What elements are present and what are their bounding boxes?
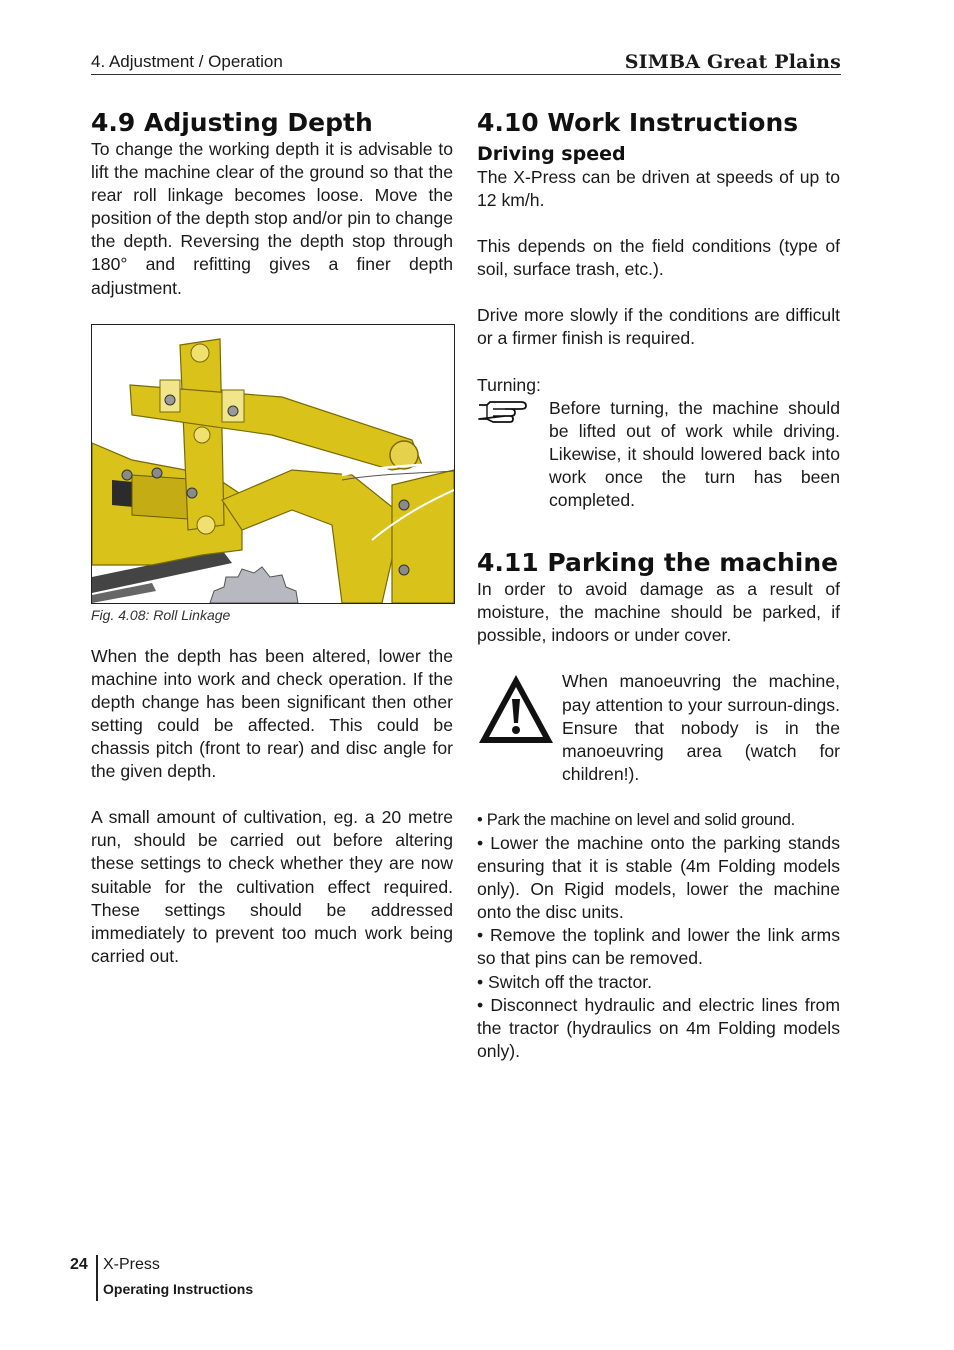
section-heading-parking: 4.11 Parking the machine: [477, 548, 839, 578]
turning-label: Turning:: [477, 374, 541, 395]
cultivation-paragraph: A small amount of cultivation, eg. a 20 metre run, should be carried out before altering these settings to check whether they are now suitable for the cultivation effect required. These settings should be addressed immediately to prevent too much work being carried out.: [91, 807, 453, 966]
list-item: • Disconnect hydraulic and electric lines from the tractor (hydraulics on 4m Folding models only).: [477, 994, 840, 1061]
warning-note-text: When manoeuvring the machine, pay attention to your surroun-dings. Ensure that nobody is in the manoeuvring area (watch for children!).: [562, 671, 840, 784]
footer-divider: [96, 1255, 98, 1301]
adjusting-depth-intro: To change the working depth it is advisable to lift the machine clear of the ground so that the rear roll linkage becomes loose. Move the position of the depth stop and/or pin to change the depth. Reversing the depth stop through 180° and refitting gives a finer depth adjustment.: [91, 139, 453, 298]
footer-product-name: X-Press: [103, 1256, 160, 1273]
roll-linkage-illustration: [92, 325, 454, 603]
drive-slowly-paragraph: Drive more slowly if the conditions are difficult or a firmer finish is required.: [477, 305, 840, 349]
warning-triangle-icon: [477, 673, 555, 745]
list-item: • Remove the toplink and lower the link arms so that pins can be removed.: [477, 925, 840, 969]
field-conditions-paragraph: This depends on the field conditions (type of soil, surface trash, etc.).: [477, 236, 840, 280]
parking-bullet-list: [477, 809, 840, 1063]
figure-caption: Fig. 4.08: Roll Linkage: [91, 606, 231, 623]
section-heading-work-instructions: 4.10 Work Instructions: [477, 108, 799, 137]
warning-note: [477, 670, 840, 785]
left-column: [91, 108, 453, 968]
list-item: • Lower the machine onto the parking stands ensuring that it is stable (4m Folding models only). On Rigid models, lower the machine onto the disc units.: [477, 832, 840, 923]
turning-note: [477, 397, 840, 512]
section-heading-adjusting-depth: 4.9 Adjusting Depth: [91, 108, 373, 137]
driving-speed-paragraph: The X-Press can be driven at speeds of up to 12 km/h.: [477, 167, 840, 211]
list-item: • Switch off the tractor.: [477, 971, 653, 992]
depth-altered-paragraph: When the depth has been altered, lower the machine into work and check operation. If the depth change has been significant then other setting could be affected. This could be chassis pitch (front to rear) and disc angle for the given depth.: [91, 645, 453, 782]
turning-note-text: Before turning, the machine should be lifted out of work while driving. Likewise, it should lowered back into work once the turn has been completed.: [549, 397, 840, 511]
roll-linkage-figure: [91, 324, 455, 604]
header-divider: [91, 74, 841, 75]
subheading-driving-speed: Driving speed: [477, 143, 626, 165]
right-column: [477, 108, 840, 1063]
footer-doc-type: Operating Instructions: [103, 1281, 254, 1297]
brand-logo: SIMBA Great Plains: [624, 51, 841, 73]
header-section-title: 4. Adjustment / Operation: [91, 52, 283, 71]
list-item: • Park the machine on level and solid ground.: [477, 810, 795, 829]
pointing-hand-icon: [477, 397, 539, 427]
page-number: 24: [70, 1256, 88, 1273]
parking-intro-paragraph: In order to avoid damage as a result of moisture, the machine should be parked, if possible, indoors or under cover.: [477, 579, 840, 646]
